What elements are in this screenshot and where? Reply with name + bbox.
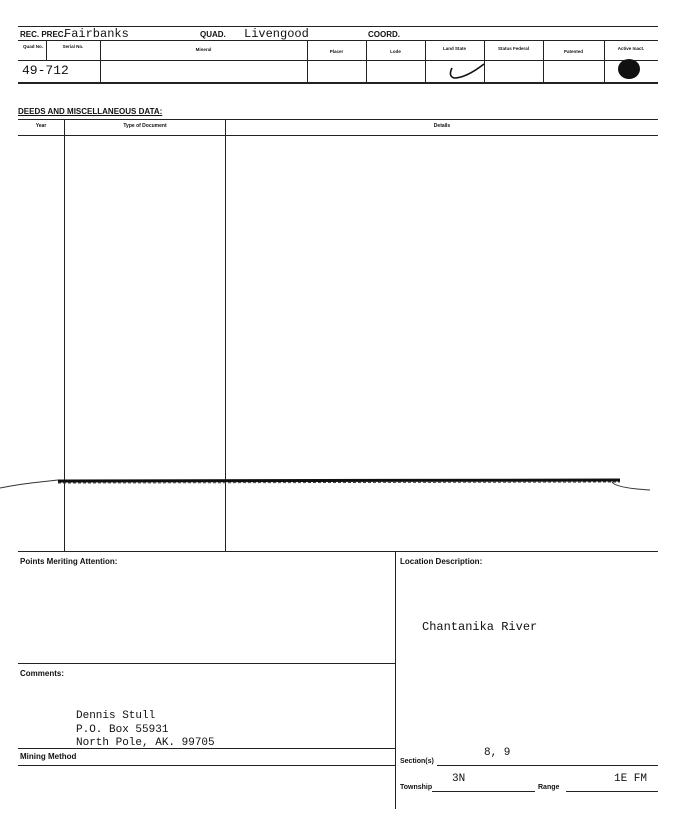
- quad-no-value: 49-712: [22, 63, 69, 78]
- comments-line-3: North Pole, AK. 99705: [76, 737, 215, 749]
- rec-prec-value: Fairbanks: [64, 27, 129, 41]
- col-details: Details: [433, 123, 451, 129]
- col-serial-no: Serial No.: [62, 44, 84, 49]
- quad-value: Livengood: [244, 27, 309, 41]
- header-top-rule: [18, 26, 658, 27]
- quad-label: QUAD.: [200, 30, 226, 39]
- deeds-title: DEEDS AND MISCELLANEOUS DATA:: [18, 107, 163, 116]
- col-lode: Lode: [390, 49, 401, 54]
- checkmark-icon: [440, 60, 490, 84]
- mining-method-bottom-rule: [18, 765, 395, 766]
- col-divider: [46, 41, 47, 61]
- col-placer: Placer: [329, 49, 344, 54]
- location-description-value: Chantanika River: [422, 620, 538, 634]
- col-divider: [543, 41, 544, 82]
- sections-rule: [437, 765, 658, 766]
- comments-top-rule: [18, 663, 395, 664]
- range-value: 1E FM: [614, 773, 648, 785]
- deeds-header-rule: [18, 135, 658, 136]
- coord-label: COORD.: [368, 30, 400, 39]
- mining-method-label: Mining Method: [20, 752, 77, 761]
- sections-value: 8, 9: [484, 747, 511, 759]
- comments-label: Comments:: [20, 669, 65, 678]
- col-mineral: Mineral: [195, 47, 212, 52]
- comments-line-1: Dennis Stull: [76, 710, 156, 722]
- row-bottom-rule: [18, 82, 658, 84]
- township-value: 3N: [452, 773, 466, 785]
- heavy-ink-stroke: [0, 470, 678, 500]
- sections-label: Section(s): [400, 758, 434, 765]
- col-active-inactive: Active Inact.: [617, 46, 645, 51]
- points-meriting-attention-label: Points Meriting Attention:: [20, 557, 118, 566]
- comments-line-2: P.O. Box 55931: [76, 724, 169, 736]
- col-divider: [307, 41, 308, 82]
- col-type-of-document: Type of Document: [123, 123, 167, 129]
- col-status-federal: Status Federal: [497, 46, 529, 51]
- col-land-state: Land State: [442, 46, 466, 51]
- rec-prec-label: REC. PREC.: [20, 30, 66, 39]
- township-label: Township: [400, 784, 433, 791]
- bottom-top-rule: [18, 551, 658, 552]
- col-divider: [604, 41, 605, 82]
- range-rule: [566, 791, 658, 792]
- mining-method-top-rule: [18, 748, 395, 749]
- column-header-rule: [18, 60, 658, 61]
- col-quad-no: Quad No.: [23, 44, 43, 49]
- filled-dot-icon: [614, 54, 644, 84]
- bottom-divider: [395, 551, 396, 809]
- col-year: Year: [35, 123, 47, 129]
- deeds-top-rule: [18, 119, 658, 120]
- location-description-label: Location Description:: [400, 557, 483, 566]
- range-label: Range: [538, 784, 560, 791]
- col-patented: Patented: [563, 49, 583, 54]
- col-divider: [366, 41, 367, 82]
- township-rule: [432, 791, 535, 792]
- header-rule: [18, 40, 658, 41]
